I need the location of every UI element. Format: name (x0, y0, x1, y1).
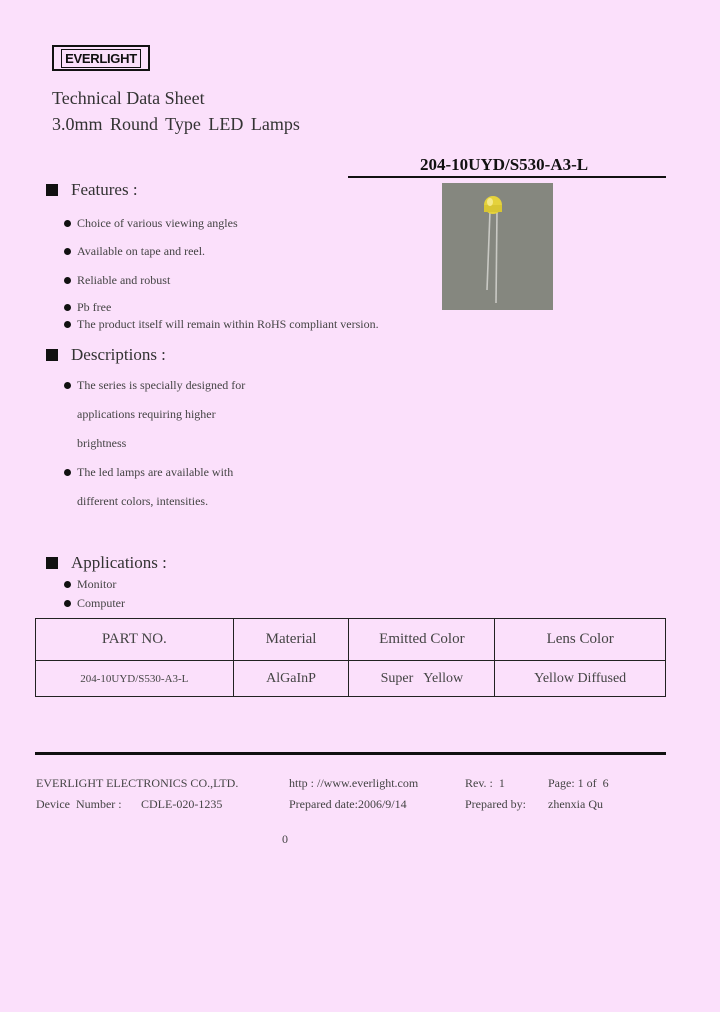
bullet-icon (64, 277, 71, 284)
footer-prepared-by-label: Prepared by: (465, 797, 526, 811)
description-line: brightness (77, 436, 127, 450)
application-item: Computer (64, 596, 125, 611)
footer-company: EVERLIGHT ELECTRONICS CO.,LTD. (36, 776, 239, 790)
header-rule (348, 176, 666, 178)
footer-device-label: Device Number : (36, 797, 122, 811)
description-item: The series is specially designed for (64, 378, 245, 393)
doc-title: Technical Data Sheet (52, 88, 205, 108)
description-item: The led lamps are available with (64, 465, 233, 480)
footer-page: Page: 1 of 6 (548, 776, 609, 790)
led-lamp-illustration (442, 183, 553, 310)
feature-item: Available on tape and reel. (64, 244, 205, 259)
product-photo (442, 183, 553, 310)
features-heading: Features : (46, 180, 138, 200)
table-header-cell: Material (233, 619, 349, 661)
everlight-logo (52, 45, 150, 71)
feature-item: The product itself will remain within RoHS compliant version. (64, 317, 379, 332)
table-header-row (36, 619, 666, 661)
table-row (36, 661, 666, 697)
table-header-cell: Lens Color (495, 619, 666, 661)
bullet-icon (64, 220, 71, 227)
bullet-icon (64, 382, 71, 389)
description-line: applications requiring higher (77, 407, 216, 421)
descriptions-heading: Descriptions : (46, 345, 166, 365)
applications-heading: Applications : (46, 553, 167, 573)
bullet-icon (64, 469, 71, 476)
doc-subtitle: 3.0mm Round Type LED Lamps (52, 114, 300, 134)
square-bullet-icon (46, 557, 58, 569)
square-bullet-icon (46, 349, 58, 361)
application-item: Monitor (64, 577, 116, 592)
footer-device-number: CDLE-020-1235 (141, 797, 223, 811)
table-cell-part-no: 204-10UYD/S530-A3-L (36, 661, 234, 697)
table-cell-lens-color: Yellow Diffused (495, 661, 666, 697)
bullet-icon (64, 600, 71, 607)
description-line: different colors, intensities. (77, 494, 209, 508)
footer-revision: Rev. : 1 (465, 776, 505, 790)
table-cell-emitted-color: Super Yellow (349, 661, 495, 697)
table-header-cell: PART NO. (36, 619, 234, 661)
logo-text: EVERLIGHT (61, 49, 141, 68)
square-bullet-icon (46, 184, 58, 196)
bullet-icon (64, 581, 71, 588)
bullet-icon (64, 248, 71, 255)
page-number: 0 (282, 832, 288, 846)
spec-table (35, 618, 666, 697)
bullet-icon (64, 304, 71, 311)
footer-rule (35, 752, 666, 755)
footer-website: http : //www.everlight.com (289, 776, 419, 790)
feature-item: Pb free (64, 300, 111, 315)
feature-item: Reliable and robust (64, 273, 170, 288)
feature-item: Choice of various viewing angles (64, 216, 238, 231)
part-number-heading: 204-10UYD/S530-A3-L (420, 155, 589, 174)
table-cell-material: AlGaInP (233, 661, 349, 697)
footer-prepared-date: Prepared date:2006/9/14 (289, 797, 407, 811)
table-header-cell: Emitted Color (349, 619, 495, 661)
bullet-icon (64, 321, 71, 328)
footer-prepared-by: zhenxia Qu (548, 797, 603, 811)
